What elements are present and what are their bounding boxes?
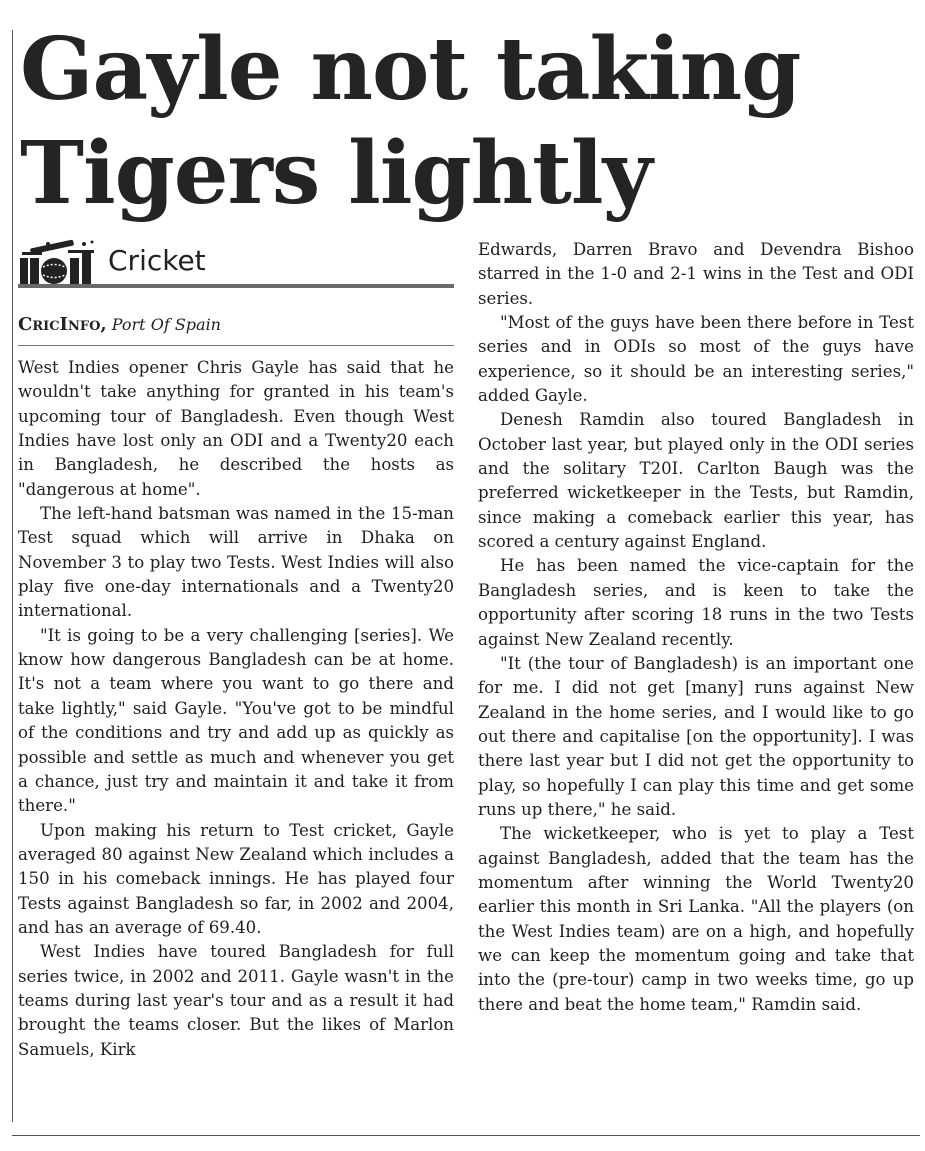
paragraph: West Indies opener Chris Gayle has said that he wouldn't take anything for granted in his team's upcoming tour of Bangladesh. Even though West Indies have lost only an ODI and a Twenty20 each in Bangladesh, he described the hosts as "dangerous at home". — [18, 358, 454, 499]
paragraph: He has been named the vice-captain for the Bangladesh series, and is keen to take the opportunity after scoring 18 runs in the two Tests against New Zealand recently. — [478, 556, 914, 649]
section-rule — [18, 284, 454, 288]
dateline-rule — [18, 345, 454, 346]
dateline — [18, 314, 221, 335]
dateline-place: Port Of Spain — [111, 315, 221, 334]
cricket-bat-ball-stumps-icon — [18, 238, 102, 286]
paragraph: West Indies have toured Bangladesh for full series twice, in 2002 and 2011. Gayle wasn't in the teams during last year's tour and as a result it had brought the teams closer. But the likes of Marlon Samuels, Kirk — [18, 942, 454, 1059]
dateline-source: CricInfo, — [18, 314, 107, 335]
paragraph: The left-hand batsman was named in the 15-man Test squad which will arrive in Dhaka on November 3 to play two Tests. West Indies will also play five one-day internationals and a Twenty20 international. — [18, 504, 454, 621]
paragraph: The wicketkeeper, who is yet to play a Test against Bangladesh, added that the team has the momentum after winning the World Twenty20 earlier this month in Sri Lanka. "All the players (on the West Indies team) are on a high, and hopefully we can keep the momentum going and take that into the (pre-tour) camp in two weeks time, go up there and beat the home team," Ramdin said. — [478, 824, 914, 1014]
paragraph: "It (the tour of Bangladesh) is an important one for me. I did not get [many] runs against New Zealand in the home series, and I would like to go out there and capitalise [on the opportunity]. I was there last year but I did not get the opportunity to play, so hopefully I can play this time and get some runs up there," he said. — [478, 653, 914, 819]
page-left-rule — [12, 30, 13, 1122]
article-left-column — [18, 356, 454, 1062]
paragraph: "Most of the guys have been there before in Test series and in ODIs so most of the guys have experience, so it should be an interesting series," added Gayle. — [478, 313, 914, 406]
paragraph: Upon making his return to Test cricket, Gayle averaged 80 against New Zealand which includes a 150 in his comeback innings. He has played four Tests against Bangladesh so far, in 2002 and 2004, and has an average of 69.40. — [18, 820, 454, 937]
section-tag — [18, 238, 454, 290]
page-bottom-rule — [12, 1135, 920, 1136]
paragraph: Denesh Ramdin also toured Bangladesh in October last year, but played only in the ODI series and the solitary T20I. Carlton Baugh was the preferred wicketkeeper in the Tests, but Ramdin, since making a comeback earlier this year, has scored a century against England. — [478, 410, 914, 552]
article-right-column — [478, 238, 914, 1017]
section-label: Cricket — [108, 244, 206, 277]
paragraph: "It is going to be a very challenging [series]. We know how dangerous Bangladesh can be at home. It's not a team where you want to go there and take lightly," said Gayle. "You've got to be mindful of the conditions and try and add up as quickly as possible and settle as much and whenever you get a chance, just try and maintain it and take it from there." — [18, 625, 454, 816]
paragraph: Edwards, Darren Bravo and Devendra Bishoo starred in the 1-0 and 2-1 wins in the Test and ODI series. — [478, 240, 914, 308]
headline: Gayle not taking Tigers lightly — [20, 19, 801, 224]
